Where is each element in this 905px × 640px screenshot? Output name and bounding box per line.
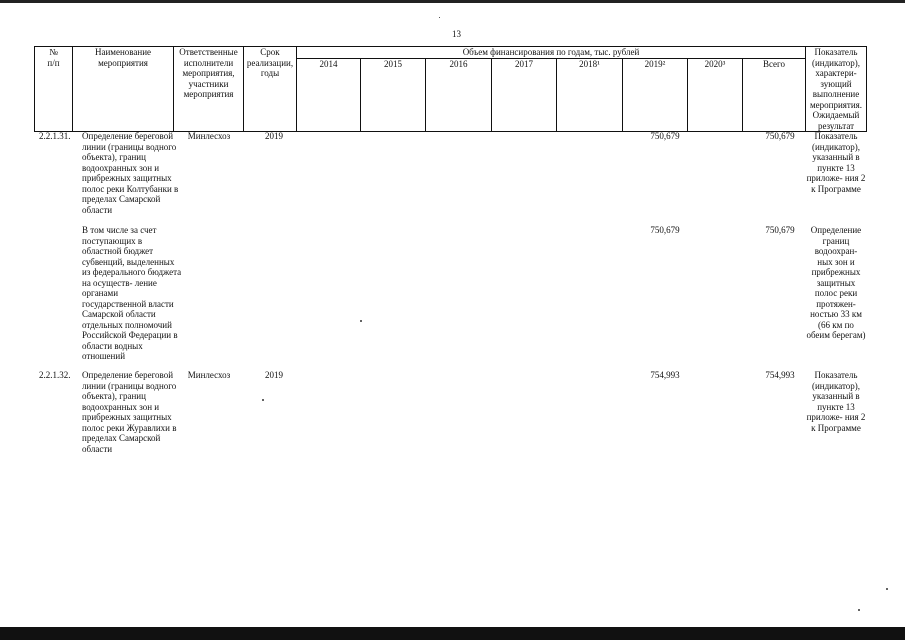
row-value-total: 750,679 [765,225,795,235]
row-num: 2.2.1.31. [39,131,71,141]
scan-speck [858,609,860,611]
header-year-2019: 2019² [623,59,688,132]
row-value-2019: 754,993 [650,370,680,380]
header-year-2017: 2017 [492,59,557,132]
row-name: Определение береговой линии (границы водного объекта), границ водоохранных зон и прибрежных защитных полос реки Колтубанки в пределах Самарской области [82,131,179,215]
row-num: 2.2.1.32. [39,370,71,380]
header-funding: Объем финансирования по годам, тыс. рублей [297,47,806,59]
row-value-2019: 750,679 [650,131,680,141]
row-indicator: Показатель (индикатор), указанный в пункте 13 приложе- ния 2 к Программе [806,131,866,194]
row-responsible: Минлесхоз [187,370,231,380]
scan-speck [886,588,888,590]
row-name: Определение береговой линии (границы водного объекта), границ водоохранных зон и прибрежных защитных полос реки Журавлихи в пределах Самарской области [82,370,177,454]
row-indicator: Показатель (индикатор), указанный в пункте 13 приложе- ния 2 к Программе [806,370,866,433]
header-year-2015: 2015 [361,59,426,132]
header-year-2020: 2020³ [688,59,743,132]
header-total: Всего [743,59,806,132]
header-responsible: Ответственные исполнители мероприятия, участники мероприятия [174,47,244,132]
row-indicator: Определение границ водоохран- ных зон и прибрежных защитных полос реки протяжен- ностью 33 км (66 км по обеим берегам) [806,225,866,340]
header-num: № п/п [35,47,73,132]
header-name: Наименование мероприятия [73,47,174,132]
row-term: 2019 [265,370,283,380]
header-year-2014: 2014 [297,59,361,132]
table-header [34,46,867,132]
row-value-total: 754,993 [765,370,795,380]
row-responsible: Минлесхоз [187,131,231,141]
header-indicator: Показатель (индикатор), характери- зующий выполнение мероприятия. Ожидаемый результат [806,47,867,132]
top-border-line [0,0,905,3]
scan-mark [439,17,440,18]
row-name: В том числе за счет поступающих в областной бюджет субвенций, выделенных из федерального бюджета на осуществ- ление органами государственной власти Самарской области отдельных полномочий Российской Федерации в области водных отношений [82,225,182,361]
row-value-2019: 750,679 [650,225,680,235]
row-term: 2019 [265,131,283,141]
scan-speck [262,399,264,401]
header-year-2018: 2018¹ [557,59,623,132]
scan-speck [360,320,362,322]
page-number: 13 [452,29,461,39]
header-term: Срок реализации, годы [244,47,297,132]
row-value-total: 750,679 [765,131,795,141]
bottom-scan-border [0,627,905,640]
header-year-2016: 2016 [426,59,492,132]
